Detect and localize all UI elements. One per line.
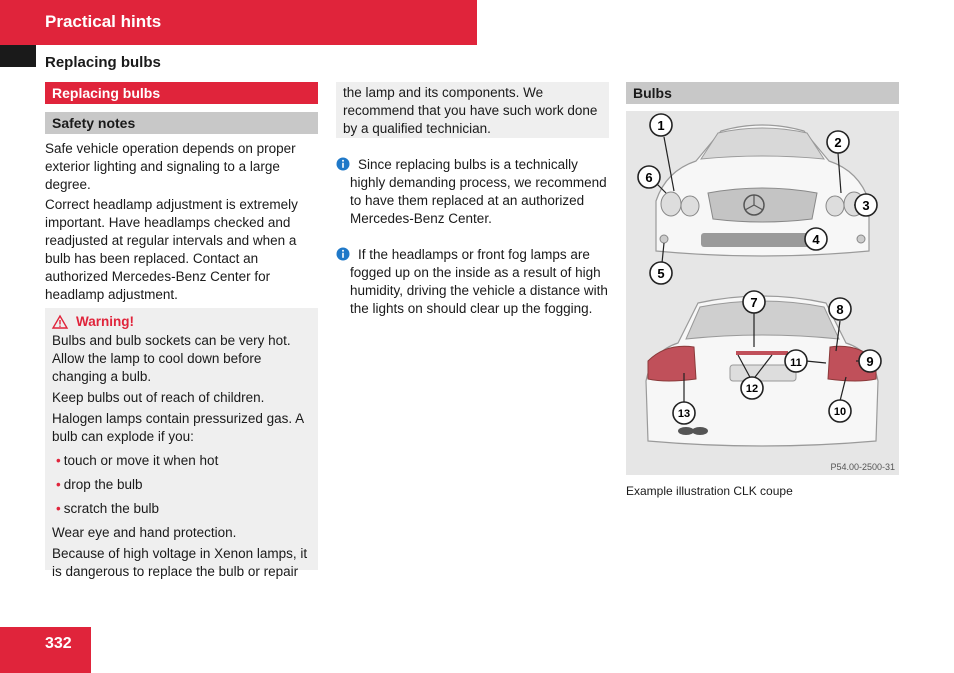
svg-text:10: 10 — [833, 406, 847, 418]
car-illustration — [626, 111, 899, 475]
svg-text:2: 2 — [834, 135, 842, 150]
paragraph: Safe vehicle operation depends on proper exterior lighting and signaling to a large degree. — [45, 141, 296, 192]
callout-10 — [829, 400, 851, 422]
callout-7 — [743, 291, 765, 313]
callout-9 — [859, 350, 881, 372]
info-text: Since replacing bulbs is a technically highly demanding process, we recommend to have them replaced at an authorized Mercedes-Benz Center. — [350, 157, 607, 226]
info-icon — [336, 157, 350, 171]
side-tab-marker — [0, 45, 36, 67]
column-2 — [336, 82, 609, 318]
page-number-tab — [0, 627, 91, 673]
warning-text: Wear eye and hand protection. — [52, 525, 237, 540]
callout-13 — [673, 402, 695, 424]
bullet-icon: • — [56, 477, 61, 492]
svg-text:11: 11 — [790, 357, 802, 369]
list-item: • drop the bulb — [56, 477, 143, 492]
car-bulb-illustration — [626, 111, 899, 475]
callout-1 — [650, 114, 672, 136]
heading-safety-notes: Safety notes — [45, 112, 318, 134]
callout-6 — [638, 166, 660, 188]
page-number: 332 — [45, 635, 72, 652]
chapter-title: Practical hints — [45, 12, 162, 31]
column-1 — [45, 82, 318, 579]
bullet-icon: • — [56, 453, 61, 468]
warning-text: Because of high voltage in Xenon lamps, it is dangerous to replace the bulb or repair — [52, 546, 308, 579]
warning-text: the lamp and its components. We recommend that you have such work done by a qualified technician. — [343, 85, 598, 136]
info-icon — [336, 247, 350, 261]
svg-text:7: 7 — [750, 295, 758, 310]
heading-replacing-bulbs: Replacing bulbs — [45, 82, 318, 104]
svg-text:8: 8 — [836, 302, 844, 317]
warning-triangle-icon — [52, 315, 68, 329]
figure-caption: Example illustration CLK coupe — [626, 484, 793, 498]
chapter-header — [0, 0, 477, 45]
heading-bulbs: Bulbs — [626, 82, 899, 104]
callout-2 — [827, 131, 849, 153]
svg-text:5: 5 — [657, 266, 665, 281]
column-3 — [626, 82, 899, 499]
warning-title: Warning! — [76, 314, 134, 329]
warning-heading — [52, 314, 312, 329]
warning-continuation-box — [336, 82, 609, 138]
svg-text:9: 9 — [866, 354, 874, 369]
svg-text:13: 13 — [677, 408, 691, 420]
section-title: Replacing bulbs — [45, 54, 161, 71]
callout-5 — [650, 262, 672, 284]
warning-text: Keep bulbs out of reach of children. — [52, 390, 265, 405]
svg-text:12: 12 — [745, 383, 759, 395]
list-item: • touch or move it when hot — [56, 453, 219, 468]
callout-3 — [855, 194, 877, 216]
warning-box — [45, 308, 318, 579]
svg-text:3: 3 — [862, 198, 870, 213]
callout-4 — [805, 228, 827, 250]
callout-11 — [785, 350, 807, 372]
info-text: If the headlamps or front fog lamps are fogged up on the inside as a result of high humidity, driving the vehicle a distance with the lights on should clear up the fogging. — [350, 247, 608, 316]
paragraph: Correct headlamp adjustment is extremely important. Have headlamps checked and readjusted at regular intervals and when a bulb has been replaced. Contact an authorized Mercedes-Benz Center for headlamp adjustment. — [45, 197, 298, 302]
info-note — [336, 246, 609, 318]
figure-code: P54.00-2500-31 — [830, 462, 895, 472]
warning-text: Halogen lamps contain pressurized gas. A bulb can explode if you: — [52, 411, 304, 444]
callout-8 — [829, 298, 851, 320]
svg-text:1: 1 — [657, 118, 665, 133]
list-item: • scratch the bulb — [56, 501, 160, 516]
info-note — [336, 156, 609, 228]
bullet-icon: • — [56, 501, 61, 516]
svg-text:6: 6 — [645, 170, 653, 185]
svg-text:4: 4 — [812, 232, 820, 247]
warning-text: Bulbs and bulb sockets can be very hot. Allow the lamp to cool down before changing a bulb. — [52, 333, 291, 384]
callout-12 — [741, 377, 763, 399]
